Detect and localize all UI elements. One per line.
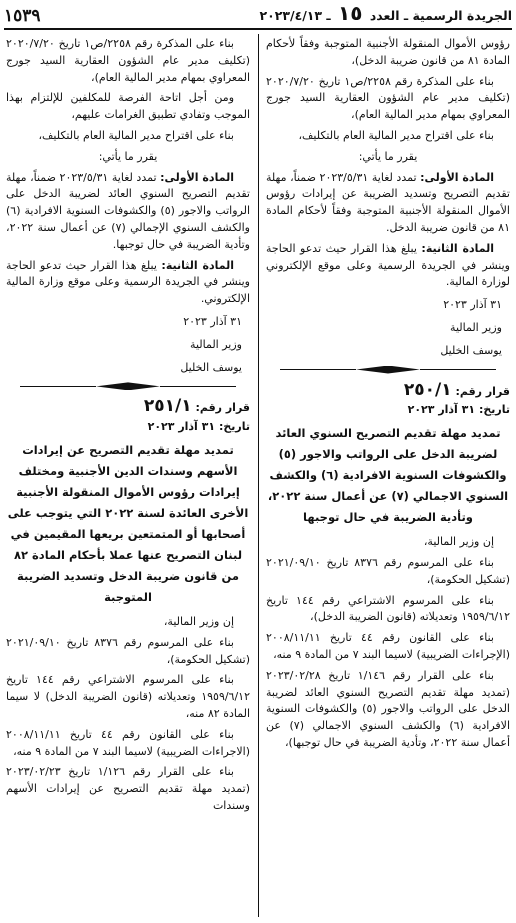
paragraph: بناء على القرار رقم ١/١٤٦ تاريخ ٢٠٢٣/٠٢/٢٨ (تمديد مهلة تقديم التصريح السنوي العائد لضريبة الدخل على الرواتب والاجور (٥) والكشوفات السنوية الافرادية (٦) والكشف السنوي الاجمالي (٧) عن أعمال سنة ٢٠٢٢، وتأدية الضريبة في حال توجبها)،: [266, 668, 511, 749]
left-column: [6, 36, 250, 819]
article-label: المادة الأولى:: [420, 170, 494, 184]
section-separator: [20, 382, 236, 390]
decides-heading: يقرر ما يأتي:: [98, 149, 158, 163]
page-number: ١٥٣٩: [4, 6, 41, 26]
paragraph: إن وزير المالية،: [163, 614, 234, 628]
paragraph: بناء على اقتراح مدير المالية العام بالتكليف،: [38, 128, 234, 142]
decides-heading: يقرر ما يأتي:: [358, 149, 418, 163]
article-1: [6, 170, 250, 254]
paragraph: بناء على المرسوم الاشتراعي رقم ١٤٤ تاريخ ١٩٥٩/٦/١٢ وتعديلاته (قانون الضريبة الدخل) لا سيما المادة ٨٢ منه،: [6, 673, 250, 720]
article-1: [266, 170, 510, 237]
decision-label: قرار رقم:: [455, 384, 510, 398]
decision-number: [266, 379, 510, 401]
paragraph: بناء على المذكرة رقم ٢٢٥٨/ص١ تاريخ ٢٠٢٠/٧/٢٠ (تكليف مدير عام الشؤون العقارية السيد جورج المعراوي بمهام مدير المالية العام)،: [266, 74, 510, 122]
decision-number: [6, 398, 250, 417]
section-separator: [280, 366, 496, 374]
signature-date: ٣١ آذار ٢٠٢٣: [443, 298, 502, 312]
article-2: [266, 241, 510, 291]
article-text: تمدد لغاية ٢٠٢٣/٥/٣١ ضمناً، مهلة تقديم التصريح وتسديد الضريبة عن إيرادات رؤوس الأموال المنقولة الأجنبية المتوجبة وفقاً لأحكام المادة ٨١ من قانون ضريبة الدخل.: [266, 170, 510, 234]
article-label: المادة الثانية:: [161, 258, 234, 272]
paragraph: بناء على القرار رقم ١/١٢٦ تاريخ ٢٠٢٣/٠٢/٢٣ (تمديد مهلة تقديم التصريح عن إيرادات الأسهم وسندات: [6, 765, 250, 812]
article-label: المادة الأولى:: [160, 170, 234, 184]
column-divider: [258, 34, 259, 917]
gazette-title: [260, 1, 512, 28]
paragraph: بناء على اقتراح مدير المالية العام بالتكليف،: [298, 128, 494, 142]
decision-number-value: ٢٥٠/١: [403, 379, 452, 400]
signature-title: وزير المالية: [450, 320, 502, 334]
decision-date: تاريخ: ٣١ آذار ٢٠٢٣: [147, 420, 250, 434]
gazette-name: الجريدة الرسمية ـ العدد: [369, 8, 512, 23]
article-text: يبلغ هذا القرار حيث تدعو الحاجة وينشر في الجريدة الرسمية وعلى موقع وزارة المالية الإلكتروني.: [6, 258, 250, 306]
issue-number: ١٥: [338, 1, 363, 25]
issue-date: ـ ٢٠٢٣/٤/١٣: [259, 8, 331, 23]
signature-title: وزير المالية: [190, 337, 242, 351]
signature-date: ٣١ آذار ٢٠٢٣: [183, 314, 242, 328]
paragraph: ومن أجل اتاحة الفرصة للمكلفين للإلتزام بهذا الموجب وتفادي تطبيق الغرامات عليهم،: [6, 91, 250, 122]
article-2: [6, 258, 250, 308]
signature-name: يوسف الخليل: [180, 360, 242, 374]
paragraph: رؤوس الأموال المنقولة الأجنبية المتوجبة وفقاً لأحكام المادة ٨١ من قانون ضريبة الدخل)،: [266, 37, 510, 67]
paragraph: بناء على المرسوم رقم ٨٣٧٦ تاريخ ٢٠٢١/٠٩/١٠ (تشكيل الحكومة)،: [6, 635, 250, 666]
decision-title: تمديد مهلة تقديم التصريح عن إيرادات الأسهم وسندات الدين الأجنبية ومختلف إيرادات رؤوس الأموال المنقولة الأجنبية الأخرى العائدة لسنة ٢٠٢٢ التي يتوجب على أصحابها أو المتمتعين بريعها المقيمين في لبنان التصريح عنها عملا بأحكام المادة ٨٢ من قانون ضريبة الدخل وتسديد الضريبة المتوجبة: [7, 442, 249, 604]
paragraph: بناء على القانون رقم ٤٤ تاريخ ٢٠٠٨/١١/١١ (الإجراءات الضريبية) لاسيما البند ٧ من المادة ٩ منه،: [266, 631, 510, 661]
paragraph: بناء على المرسوم رقم ٨٣٧٦ تاريخ ٢٠٢١/٠٩/١٠ (تشكيل الحكومة)،: [266, 555, 510, 586]
article-label: المادة الثانية:: [421, 241, 494, 255]
decision-date: تاريخ: ٣١ آذار ٢٠٢٣: [407, 403, 510, 417]
article-text: تمدد لغاية ٢٠٢٣/٥/٣١ ضمناً، مهلة تقديم التصريح السنوي العائد لضريبة الدخل على الرواتب والاجور (٥) والكشوفات السنوية الافرادية (٦) والكشف السنوي الإجمالي (٧) عن أعمال سنة ٢٠٢٢، وتأدية الضريبة في حال توجبها.: [6, 170, 251, 251]
paragraph: بناء على المذكرة رقم ٢٢٥٨/ص١ تاريخ ٢٠٢٠/٧/٢٠ (تكليف مدير عام الشؤون العقارية السيد جورج المعراوي بمهام مدير المالية العام)،: [6, 37, 250, 84]
paragraph: بناء على القانون رقم ٤٤ تاريخ ٢٠٠٨/١١/١١ (الاجراءات الضريبية) لاسيما البند ٧ من المادة ٩ منه،: [6, 727, 250, 758]
page-header: [4, 0, 512, 30]
article-text: يبلغ هذا القرار حيث تدعو الحاجة وينشر في الجريدة الرسمية وعلى موقع الإلكتروني لوزارة المالية.: [266, 241, 510, 289]
paragraph: إن وزير المالية،: [423, 535, 494, 549]
decision-label: قرار رقم:: [195, 401, 250, 415]
paragraph: بناء على المرسوم الاشتراعي رقم ١٤٤ تاريخ ١٩٥٩/٦/١٢ وتعديلاته (قانون الضريبة الدخل)،: [266, 593, 510, 624]
signature-name: يوسف الخليل: [440, 343, 502, 357]
decision-title: تمديد مهلة تقديم التصريح السنوي العائد لضريبة الدخل على الرواتب والاجور (٥) والكشوفات السنوية الافرادية (٦) والكشف السنوي الاجمالي (٧) عن أعمال سنة ٢٠٢٢، وتأدية الضريبة في حال توجبها: [267, 426, 509, 525]
right-column: [266, 36, 510, 756]
decision-number-value: ٢٥١/١: [143, 396, 192, 417]
